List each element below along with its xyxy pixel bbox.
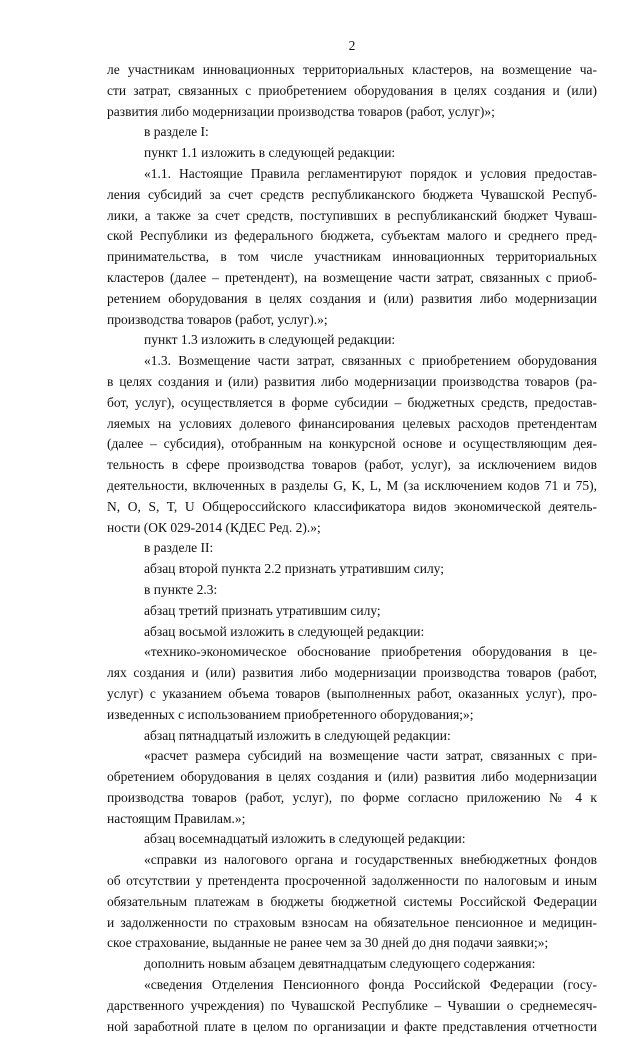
text-line: дополнить новым абзацем девятнадцатым следующего содержания: bbox=[144, 956, 536, 972]
text-line: «расчет размера субсидий на возмещение части затрат, связанных с при- bbox=[144, 748, 597, 764]
text-line: деятельности, включенных в разделы G, K, L, M (за исключением кодов 71 и 75), bbox=[107, 477, 597, 493]
text-line: абзац восемнадцатый изложить в следующей редакции: bbox=[144, 831, 466, 847]
text-line: ной заработной плате в целом по организации и факте представления отчетности bbox=[107, 1018, 597, 1034]
text-line: принимательства, в том числе участникам инновационных территориальных bbox=[107, 249, 597, 265]
text-line: пункт 1.1 изложить в следующей редакции: bbox=[144, 145, 396, 161]
text-line: в пункте 2.3: bbox=[144, 581, 218, 597]
text-line: услуг) с указанием объема товаров (выполненных работ, оказанных услуг), про- bbox=[107, 685, 597, 701]
text-line: ления субсидий за счет средств республиканского бюджета Чувашской Респуб- bbox=[107, 186, 597, 202]
text-line: обретением оборудования в целях создания и (или) развития либо модернизации bbox=[107, 769, 597, 785]
text-line: N, O, S, T, U Общероссийского классификатора видов экономической деятель- bbox=[107, 498, 597, 514]
text-line: производства товаров (работ, услуг), по форме согласно приложению № 4 к bbox=[107, 789, 597, 805]
text-line: ле участникам инновационных территориальных кластеров, на возмещение ча- bbox=[107, 62, 597, 77]
text-line: «1.3. Возмещение части затрат, связанных с приобретением оборудования bbox=[144, 353, 597, 369]
text-line: абзац восьмой изложить в следующей редакции: bbox=[144, 623, 425, 639]
text-line: тельность в сфере производства товаров (работ, услуг), за исключением видов bbox=[107, 457, 597, 473]
text-line: ское страхование, выданные не ранее чем за 30 дней до дня подачи заявки;»; bbox=[107, 935, 549, 951]
document-body bbox=[107, 60, 597, 1037]
page-number: 2 bbox=[348, 38, 356, 53]
text-line: ретением оборудования в целях создания и (или) развития либо модернизации bbox=[107, 290, 597, 306]
text-line: дарственного учреждения) по Чувашской Республике – Чувашии о среднемесяч- bbox=[107, 997, 597, 1013]
text-line: лях создания и (или) развития либо модернизации производства товаров (работ, bbox=[107, 665, 597, 681]
text-line: «технико-экономическое обоснование приобретения оборудования в це- bbox=[144, 644, 597, 660]
text-line: «1.1. Настоящие Правила регламентируют порядок и условия предостав- bbox=[144, 165, 597, 181]
text-line: обязательным платежам в бюджеты бюджетной системы Российской Федерации bbox=[107, 893, 597, 909]
text-line: развития либо модернизации производства товаров (работ, услуг)»; bbox=[107, 103, 495, 119]
text-line: «сведения Отделения Пенсионного фонда Российской Федерации (госу- bbox=[144, 977, 597, 993]
text-line: об отсутствии у претендента просроченной задолженности по налоговым и иным bbox=[107, 873, 597, 889]
text-line: лики, а также за счет средств, поступивших в республиканский бюджет Чуваш- bbox=[107, 207, 597, 223]
text-line: в разделе II: bbox=[144, 540, 214, 556]
text-line: изведенных с использованием приобретенного оборудования;»; bbox=[107, 706, 474, 722]
text-line: производства товаров (работ, услуг).»; bbox=[107, 311, 328, 327]
text-line: абзац второй пункта 2.2 признать утратившим силу; bbox=[144, 561, 445, 577]
text-line: и задолженности по страховым взносам на обязательное пенсионное и медицин- bbox=[107, 914, 597, 930]
text-line: сти затрат, связанных с приобретением оборудования в целях создания и (или) bbox=[107, 82, 597, 98]
text-line: в разделе I: bbox=[144, 124, 209, 140]
text-line: в целях создания и (или) развития либо модернизации производства товаров (ра- bbox=[107, 373, 597, 389]
text-line: ской Республики из федерального бюджета, субъектам малого и среднего пред- bbox=[107, 228, 597, 244]
text-line: настоящим Правилам.»; bbox=[107, 810, 246, 826]
text-line: ности (ОК 029-2014 (КДЕС Ред. 2).»; bbox=[107, 519, 321, 535]
text-line: абзац третий признать утратившим силу; bbox=[144, 602, 381, 618]
text-line: (далее – субсидия), отобранным на конкурсной основе и осуществляющим дея- bbox=[107, 436, 597, 452]
text-line: ляемых на условиях долевого финансирования целевых расходов претендентам bbox=[107, 415, 597, 431]
text-line: бот, услуг), осуществляется в форме субсидии – бюджетных средств, предостав- bbox=[107, 394, 597, 410]
text-line: пункт 1.3 изложить в следующей редакции: bbox=[144, 332, 396, 348]
text-line: «справки из налогового органа и государственных внебюджетных фондов bbox=[144, 852, 597, 868]
text-line: кластеров (далее – претендент), на возмещение части затрат, связанных с приоб- bbox=[107, 269, 597, 285]
document-page bbox=[107, 36, 597, 1037]
text-line: абзац пятнадцатый изложить в следующей редакции: bbox=[144, 727, 451, 743]
